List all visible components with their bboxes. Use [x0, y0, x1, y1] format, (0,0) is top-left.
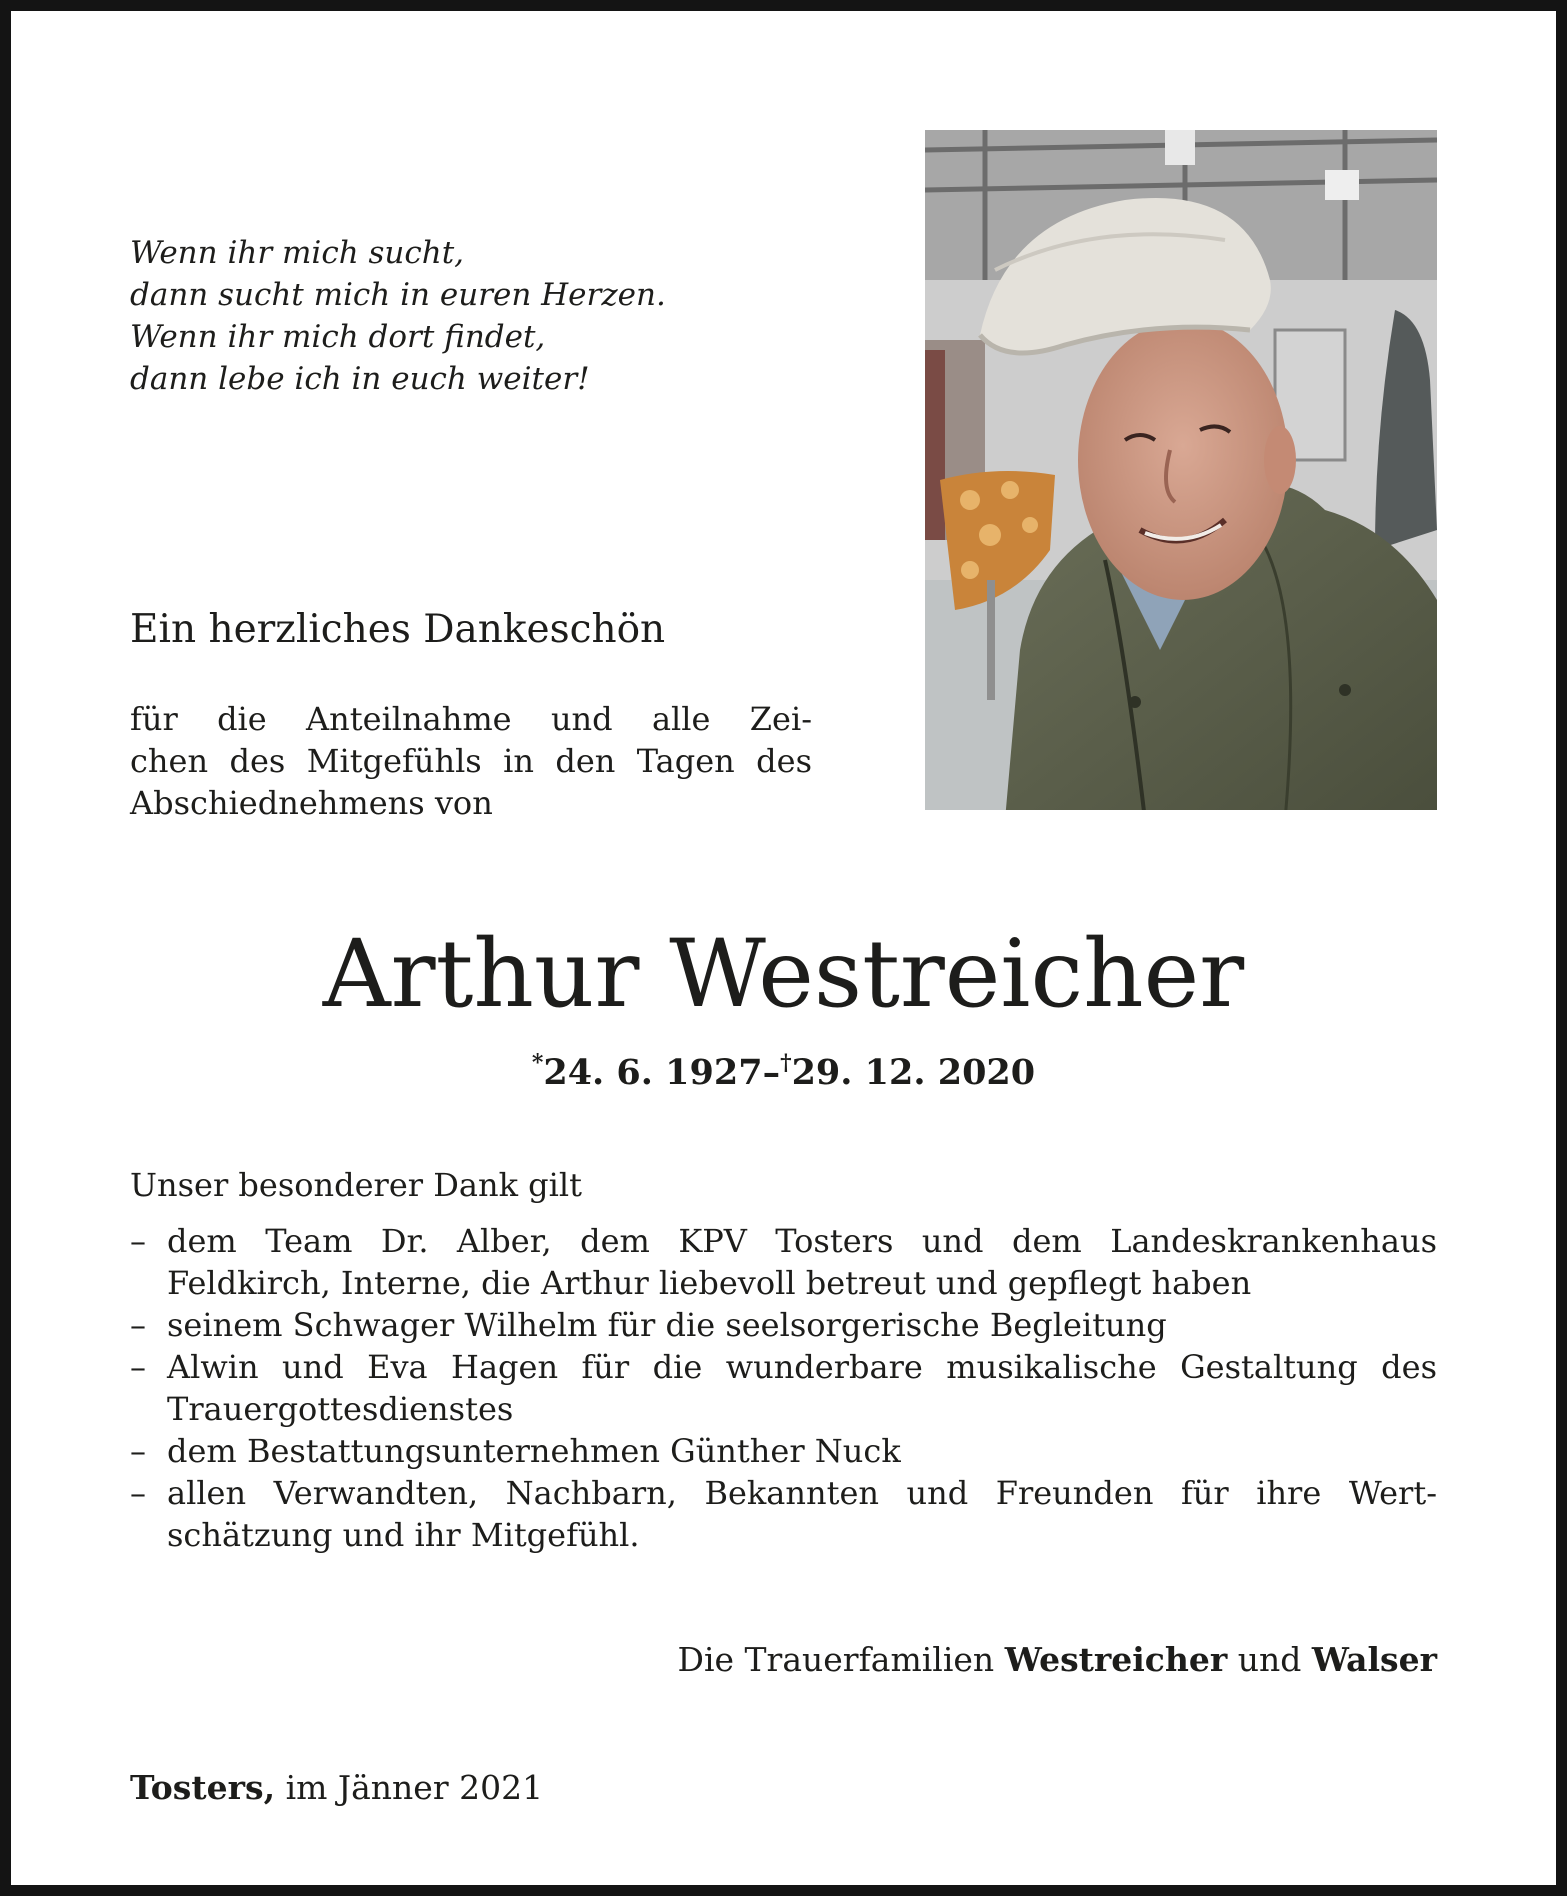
signature-connector: und [1237, 1640, 1302, 1679]
portrait-photo-icon [925, 130, 1437, 810]
poem-line: Wenn ihr mich sucht, [130, 235, 465, 271]
list-dash: – [130, 1222, 146, 1260]
place-date-text: im Jänner 2021 [285, 1768, 544, 1807]
place-town: Tosters, [130, 1768, 276, 1807]
poem-line: Wenn ihr mich dort findet, [130, 319, 546, 355]
family-name-2: Walser [1311, 1640, 1437, 1679]
thanks-heading: Ein herzliches Dankeschön [130, 607, 666, 652]
thanks-intro-line: Abschiednehmens von [130, 784, 493, 822]
family-name-1: Westreicher [1004, 1640, 1228, 1679]
list-item-line: schätzung und ihr Mitgefühl. [167, 1516, 640, 1554]
poem-line: dann sucht mich in euren Herzen. [130, 277, 666, 313]
death-date: 29. 12. 2020 [791, 1052, 1036, 1093]
list-item-line: dem Bestattungsunternehmen Günther Nuck [167, 1432, 901, 1470]
list-item [130, 1472, 1437, 1556]
list-item-line: Trauergottesdienstes [167, 1390, 514, 1428]
special-thanks-intro: Unser besonderer Dank gilt [130, 1166, 582, 1204]
list-item [130, 1346, 1437, 1430]
death-symbol: † [780, 1050, 792, 1076]
birth-symbol: * [531, 1050, 544, 1076]
place-date [130, 1766, 543, 1810]
list-item-line: allen Verwandten, Nachbarn, Bekannten und Freunden für ihre Wert- [167, 1474, 1437, 1512]
list-item [130, 1304, 1437, 1346]
list-item-line: Alwin und Eva Hagen für die wunderbare musikalische Gestaltung des [167, 1348, 1437, 1386]
special-thanks-list [130, 1220, 1437, 1556]
list-dash: – [130, 1474, 146, 1512]
thanks-intro-line: chen des Mitgefühls in den Tagen des [130, 742, 812, 780]
list-dash: – [130, 1306, 146, 1344]
thanks-intro-line: für die Anteilnahme und alle Zei- [130, 700, 812, 738]
thanks-intro [130, 698, 812, 824]
list-item-line: seinem Schwager Wilhelm für die seelsorgerische Begleitung [167, 1306, 1167, 1344]
poem [130, 232, 690, 400]
list-dash: – [130, 1432, 146, 1470]
birth-date: 24. 6. 1927 [543, 1052, 763, 1093]
list-item [130, 1220, 1437, 1304]
portrait-photo [925, 130, 1437, 810]
poem-line: dann lebe ich in euch weiter! [130, 361, 590, 397]
deceased-name: Arthur Westreicher [322, 920, 1245, 1029]
list-item [130, 1430, 1437, 1472]
list-dash: – [130, 1348, 146, 1386]
date-separator: – [762, 1052, 781, 1093]
list-item-line: Feldkirch, Interne, die Arthur liebevoll betreut und gepflegt haben [167, 1264, 1252, 1302]
signature [678, 1638, 1437, 1682]
life-dates [0, 1040, 1567, 1096]
signature-prefix: Die Trauerfamilien [677, 1640, 995, 1679]
list-item-line: dem Team Dr. Alber, dem KPV Tosters und dem Landeskrankenhaus [167, 1222, 1437, 1260]
